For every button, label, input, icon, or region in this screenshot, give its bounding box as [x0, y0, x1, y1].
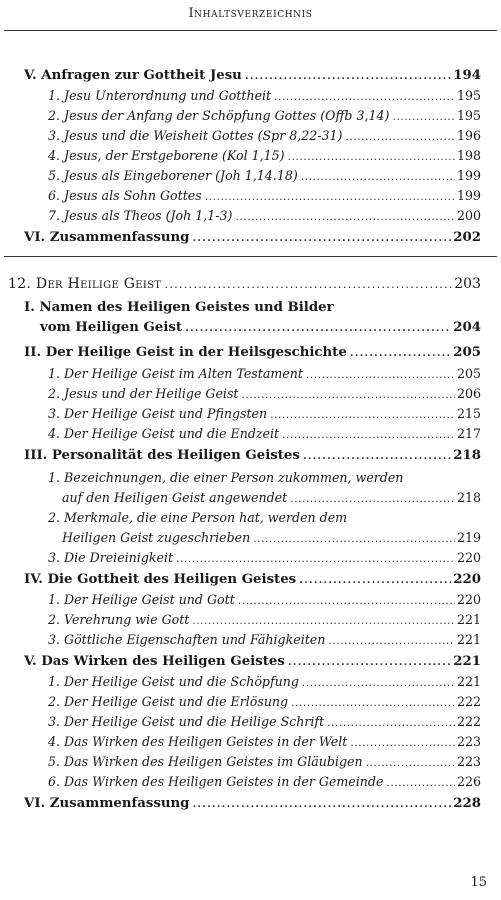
toc-subsection-entry[interactable]	[48, 148, 481, 163]
toc-entry-title: 6. Das Wirken des Heiligen Geistes in der Gemeinde	[48, 774, 384, 789]
toc-page-number: 215	[456, 406, 481, 421]
toc-page-number: 195	[456, 108, 481, 123]
toc-subsection-entry[interactable]	[48, 406, 481, 421]
toc-leader-dots	[305, 371, 455, 381]
toc-subsection-entry[interactable]	[48, 734, 481, 749]
toc-page-number: 217	[456, 426, 481, 441]
toc-entry-title: 3. Göttliche Eigenschaften und Fähigkeiten	[48, 632, 326, 647]
toc-subsection-entry[interactable]	[48, 108, 481, 123]
toc-page-number: 221	[453, 654, 481, 669]
toc-subsection-entry[interactable]	[62, 490, 481, 505]
toc-leader-dots	[365, 759, 455, 769]
toc-page-number: 226	[456, 774, 481, 789]
toc-subsection-entry[interactable]	[62, 530, 481, 545]
toc-entry-title-line[interactable]: 1. Bezeichnungen, die einer Person zukommen, werden	[48, 470, 404, 485]
toc-leader-dots	[289, 495, 455, 505]
toc-leader-dots	[327, 637, 455, 647]
toc-page-number: 200	[456, 208, 481, 223]
toc-page-number: 206	[456, 386, 481, 401]
toc-leader-dots	[349, 348, 451, 359]
toc-entry-title: 4. Der Heilige Geist und die Endzeit	[48, 426, 280, 441]
toc-leader-dots	[298, 575, 451, 586]
toc-entry-title: VI. Zusammenfassung	[24, 230, 190, 245]
toc-subsection-entry[interactable]	[48, 208, 481, 223]
toc-page-number: 203	[454, 276, 481, 292]
toc-leader-dots	[241, 391, 455, 401]
toc-leader-dots	[204, 193, 455, 203]
toc-leader-dots	[301, 679, 455, 689]
toc-entry-title: V. Anfragen zur Gottheit Jesu	[24, 68, 242, 83]
toc-entry-title: VI. Zusammenfassung	[24, 796, 190, 811]
toc-leader-dots	[385, 779, 455, 789]
toc-page-number: 195	[456, 88, 481, 103]
toc-section-entry[interactable]	[24, 654, 481, 669]
toc-entry-title: 1. Der Heilige Geist und Gott	[48, 592, 235, 607]
toc-entry-title: 5. Das Wirken des Heiligen Geistes im Gläubigen	[48, 754, 363, 769]
toc-entry-title: 1. Der Heilige Geist im Alten Testament	[48, 366, 303, 381]
toc-page-number: 228	[453, 796, 481, 811]
toc-page-number: 219	[456, 530, 481, 545]
toc-leader-dots	[269, 411, 455, 421]
toc-entry-title-line[interactable]: I. Namen des Heiligen Geistes und Bilder	[24, 300, 334, 315]
toc-entry-title: 3. Die Dreieinigkeit	[48, 550, 174, 565]
toc-page-number: 222	[456, 714, 481, 729]
toc-page-number: 205	[456, 366, 481, 381]
toc-entry-title: 4. Jesus, der Erstgeborene (Kol 1,15)	[48, 148, 285, 163]
toc-entry-title: 3. Der Heilige Geist und Pfingsten	[48, 406, 268, 421]
toc-entry-title: III. Personalität des Heiligen Geistes	[24, 448, 300, 463]
toc-entry-title: 2. Der Heilige Geist und die Erlösung	[48, 694, 289, 709]
toc-entry-title: 4. Das Wirken des Heiligen Geistes in der Welt	[48, 734, 348, 749]
toc-leader-dots	[344, 133, 455, 143]
toc-page-number: 223	[456, 754, 481, 769]
toc-leader-dots	[391, 113, 455, 123]
toc-leader-dots	[234, 213, 455, 223]
toc-entry-title: 3. Der Heilige Geist und die Heilige Schrift	[48, 714, 325, 729]
toc-subsection-entry[interactable]	[48, 168, 481, 183]
toc-page-number: 221	[456, 612, 481, 627]
toc-subsection-entry[interactable]	[48, 128, 481, 143]
toc-subsection-entry[interactable]	[48, 366, 481, 381]
toc-page-number: 222	[456, 694, 481, 709]
toc-subsection-entry[interactable]	[48, 774, 481, 789]
toc-leader-dots	[273, 93, 455, 103]
toc-subsection-entry[interactable]	[48, 674, 481, 689]
toc-page-number: 199	[456, 188, 481, 203]
toc-subsection-entry[interactable]	[48, 386, 481, 401]
toc-page-number: 194	[453, 68, 481, 83]
toc-leader-dots	[252, 535, 455, 545]
toc-subsection-entry[interactable]	[48, 550, 481, 565]
toc-entry-title: 1. Der Heilige Geist und die Schöpfung	[48, 674, 299, 689]
toc-section-entry[interactable]	[24, 448, 481, 463]
toc-entry-title: 2. Jesus und der Heilige Geist	[48, 386, 239, 401]
toc-entry-title: 3. Jesus und die Weisheit Gottes (Spr 8,22-31)	[48, 128, 343, 143]
toc-leader-dots	[287, 657, 451, 668]
toc-page-number: 196	[456, 128, 481, 143]
toc-subsection-entry[interactable]	[48, 88, 481, 103]
toc-leader-dots	[302, 451, 451, 462]
toc-section-entry[interactable]	[24, 68, 481, 83]
toc-page-number: 205	[453, 345, 481, 360]
toc-subsection-entry[interactable]	[48, 592, 481, 607]
toc-section-entry[interactable]	[40, 320, 481, 335]
toc-leader-dots	[191, 617, 455, 627]
toc-leader-dots	[349, 739, 455, 749]
toc-entry-title: IV. Die Gottheit des Heiligen Geistes	[24, 572, 297, 587]
toc-section-entry[interactable]	[24, 230, 481, 245]
toc-section-entry[interactable]	[24, 796, 481, 811]
toc-page-number: 198	[456, 148, 481, 163]
toc-subsection-entry[interactable]	[48, 188, 481, 203]
toc-page-number: 199	[456, 168, 481, 183]
toc-leader-dots	[326, 719, 455, 729]
toc-entry-title: 6. Jesus als Sohn Gottes	[48, 188, 202, 203]
toc-page-number: 220	[456, 550, 481, 565]
toc-page-number: 220	[456, 592, 481, 607]
toc-entry-title: auf den Heiligen Geist angewendet	[62, 490, 288, 505]
toc-leader-dots	[191, 233, 451, 244]
toc-page-number: 221	[456, 632, 481, 647]
running-header: Inhaltsverzeichnis	[188, 6, 313, 21]
toc-entry-title: vom Heiligen Geist	[40, 320, 183, 335]
toc-leader-dots	[184, 323, 451, 334]
toc-entry-title: Heiligen Geist zugeschrieben	[62, 530, 251, 545]
toc-leader-dots	[191, 799, 451, 810]
toc-entry-title: II. Der Heilige Geist in der Heilsgeschichte	[24, 345, 347, 360]
toc-entry-title: V. Das Wirken des Heiligen Geistes	[24, 654, 285, 669]
toc-page-number: 220	[453, 572, 481, 587]
toc-entry-title-line[interactable]: 2. Merkmale, die eine Person hat, werden dem	[48, 510, 348, 525]
toc-page-number: 204	[453, 320, 481, 335]
toc-leader-dots	[281, 431, 455, 441]
toc-leader-dots	[300, 173, 455, 183]
toc-entry-title: 2. Verehrung wie Gott	[48, 612, 190, 627]
chapter-divider	[4, 256, 497, 257]
toc-entry-title: 7. Jesus als Theos (Joh 1,1-3)	[48, 208, 233, 223]
header-rule	[4, 30, 497, 31]
toc-leader-dots	[290, 699, 455, 709]
toc-leader-dots	[244, 71, 451, 82]
toc-leader-dots	[163, 280, 452, 291]
toc-subsection-entry[interactable]	[48, 714, 481, 729]
toc-entry-title: 12. Der Heilige Geist	[8, 276, 162, 292]
toc-page-number: 221	[456, 674, 481, 689]
toc-entry-title: 2. Jesus der Anfang der Schöpfung Gottes (Offb 3,14)	[48, 108, 390, 123]
page-number: 15	[470, 875, 487, 890]
toc-subsection-entry[interactable]	[48, 612, 481, 627]
toc-leader-dots	[287, 153, 455, 163]
toc-section-entry[interactable]	[24, 345, 481, 360]
toc-entry-title: 5. Jesus als Eingeborener (Joh 1,14.18)	[48, 168, 298, 183]
toc-subsection-entry[interactable]	[48, 694, 481, 709]
toc-leader-dots	[175, 555, 455, 565]
toc-subsection-entry[interactable]	[48, 632, 481, 647]
toc-page-number: 218	[453, 448, 481, 463]
toc-chapter-entry[interactable]	[8, 276, 481, 292]
toc-page-number: 223	[456, 734, 481, 749]
toc-subsection-entry[interactable]	[48, 754, 481, 769]
toc-page-number: 218	[456, 490, 481, 505]
toc-leader-dots	[237, 597, 455, 607]
toc-page-number: 202	[453, 230, 481, 245]
toc-subsection-entry[interactable]	[48, 426, 481, 441]
toc-section-entry[interactable]	[24, 572, 481, 587]
toc-entry-title: 1. Jesu Unterordnung und Gottheit	[48, 88, 272, 103]
